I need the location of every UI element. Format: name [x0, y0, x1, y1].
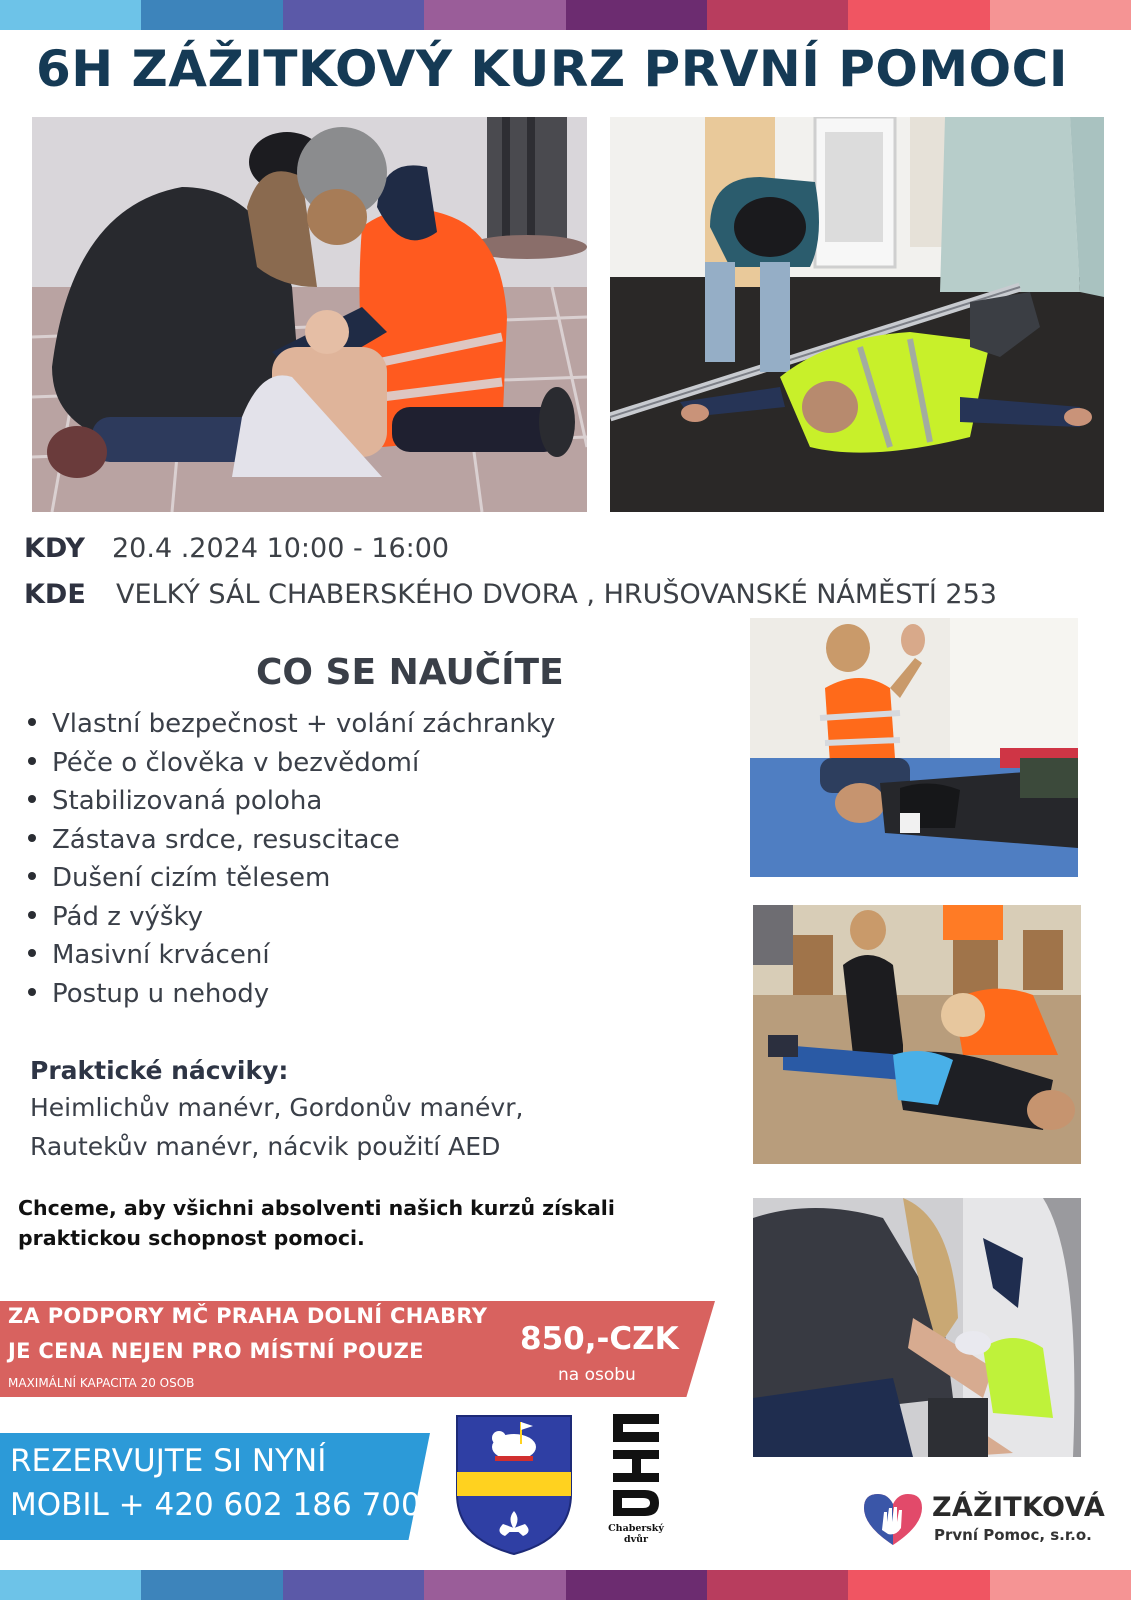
bullet-icon — [28, 872, 36, 880]
learn-item — [22, 898, 555, 937]
page-title: 6H ZÁŽITKOVÝ KURZ PRVNÍ POMOCI — [36, 40, 1068, 98]
price-condition-line: JE CENA NEJEN PRO MÍSTNÍ POUZE — [8, 1339, 424, 1363]
learn-item-text: Postup u nehody — [52, 978, 270, 1009]
where-label: KDE — [24, 579, 86, 610]
info-when — [24, 533, 449, 564]
photo-cpr-training — [32, 117, 587, 512]
learn-item-text: Masivní krvácení — [52, 940, 270, 970]
learn-item — [22, 975, 555, 1014]
stripe-segment — [141, 1570, 282, 1600]
chd-caption-line: Chaberský — [608, 1523, 664, 1534]
zazitkova-prvni-pomoc-logo — [860, 1490, 1106, 1550]
photo-fall-scenario — [753, 905, 1081, 1164]
stripe-segment — [424, 0, 565, 30]
bullet-icon — [28, 988, 36, 996]
photo-stretcher-training — [610, 117, 1104, 512]
learn-item — [22, 821, 555, 860]
where-value: VELKÝ SÁL CHABERSKÉHO DVORA , HRUŠOVANSKÉ NÁMĚSTÍ 253 — [116, 579, 997, 610]
municipality-crest-logo — [455, 1414, 573, 1556]
stripe-segment — [0, 0, 141, 30]
bullet-icon — [28, 911, 36, 919]
learn-item-text: Stabilizovaná poloha — [52, 786, 323, 816]
stripe-segment — [283, 1570, 424, 1600]
brand-name: ZÁŽITKOVÁ — [932, 1492, 1106, 1523]
learn-item-text: Zástava srdce, resuscitace — [52, 824, 400, 855]
chaberskydvur-logo — [603, 1410, 669, 1550]
stripe-segment — [566, 0, 707, 30]
chd-caption-line: dvůr — [623, 1534, 649, 1545]
stripe-segment — [424, 1570, 565, 1600]
stripe-segment — [707, 1570, 848, 1600]
practical-line: Rautekův manévr, nácvik použití AED — [30, 1132, 501, 1161]
bullet-icon — [28, 834, 36, 842]
reserve-phone[interactable]: MOBIL + 420 602 186 700 — [10, 1487, 421, 1523]
photo-bleeding-scenario — [753, 1198, 1081, 1457]
stripe-segment — [0, 1570, 141, 1600]
stripe-segment — [566, 1570, 707, 1600]
learn-list — [22, 705, 555, 1013]
heart-hand-icon — [860, 1490, 926, 1548]
learn-item-text: Vlastní bezpečnost + volání záchranky — [52, 709, 556, 739]
top-color-stripe — [0, 0, 1131, 30]
learn-item — [22, 744, 555, 783]
price-sponsor-line: ZA PODPORY MČ PRAHA DOLNÍ CHABRY — [8, 1304, 488, 1328]
bullet-icon — [28, 718, 36, 726]
capacity-note: MAXIMÁLNÍ KAPACITA 20 OSOB — [8, 1376, 195, 1390]
practical-line: Heimlichův manévr, Gordonův manévr, — [30, 1093, 524, 1122]
when-value: 20.4 .2024 10:00 - 16:00 — [112, 533, 450, 564]
learn-item-text: Péče o člověka v bezvědomí — [52, 747, 420, 778]
learn-heading: CO SE NAUČÍTE — [256, 652, 564, 693]
bottom-color-stripe — [0, 1570, 1131, 1600]
price-unit: na osobu — [558, 1365, 636, 1385]
goal-statement: Chceme, aby všichni absolventi našich kurzů získali praktickou schopnost pomoci. — [18, 1196, 615, 1250]
learn-item — [22, 859, 555, 898]
stripe-segment — [990, 1570, 1131, 1600]
learn-item — [22, 705, 555, 744]
bullet-icon — [28, 949, 36, 957]
info-where — [24, 579, 997, 610]
photo-unconscious-check — [750, 618, 1078, 877]
reserve-heading: REZERVUJTE SI NYNÍ — [10, 1443, 327, 1479]
practical-heading: Praktické nácviky: — [30, 1056, 289, 1085]
stripe-segment — [848, 0, 989, 30]
learn-item-text: Dušení cizím tělesem — [52, 863, 331, 893]
stripe-segment — [990, 0, 1131, 30]
stripe-segment — [707, 0, 848, 30]
learn-item — [22, 782, 555, 821]
stripe-segment — [283, 0, 424, 30]
chd-caption — [603, 1523, 669, 1545]
stripe-segment — [848, 1570, 989, 1600]
stripe-segment — [141, 0, 282, 30]
learn-item-text: Pád z výšky — [52, 901, 203, 932]
price-value: 850,-CZK — [520, 1321, 679, 1357]
brand-subtitle: První Pomoc, s.r.o. — [934, 1526, 1092, 1544]
bullet-icon — [28, 757, 36, 765]
learn-item — [22, 936, 555, 975]
bullet-icon — [28, 795, 36, 803]
when-label: KDY — [24, 533, 85, 564]
